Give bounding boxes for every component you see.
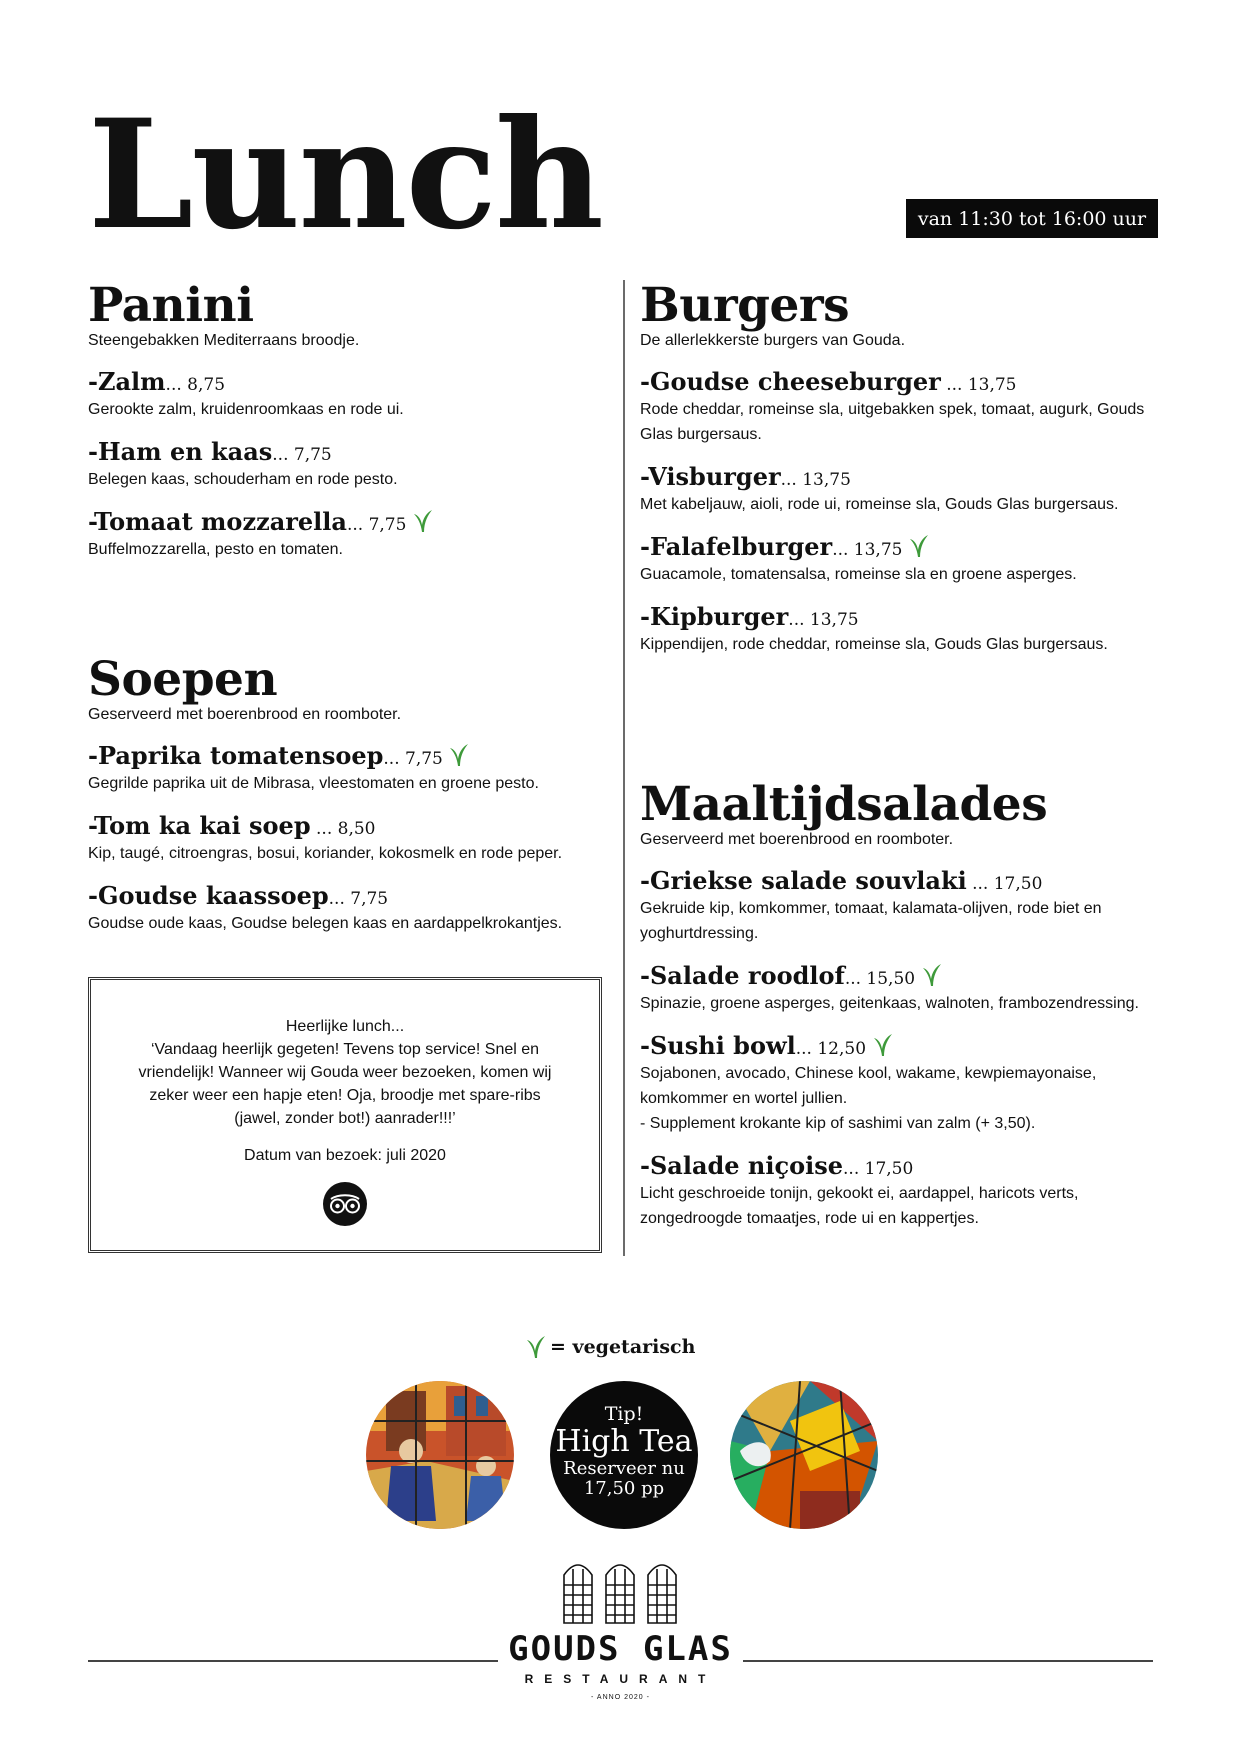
item-description: Met kabeljauw, aioli, rode ui, romeinse sla, Gouds Glas burgersaus. <box>640 496 1119 513</box>
item-description: Kippendijen, rode cheddar, romeinse sla, Gouds Glas burgersaus. <box>640 636 1108 653</box>
page-title: Lunch <box>88 87 602 263</box>
menu-item <box>640 462 1160 517</box>
section-soepen <box>88 652 608 951</box>
menu-item <box>640 367 1160 447</box>
menu-item <box>640 1151 1160 1231</box>
item-description: Kip, taugé, citroengras, bosui, koriander, kokosmelk en rode peper. <box>88 845 563 862</box>
tripadvisor-icon[interactable] <box>322 1181 368 1227</box>
vegetarian-leaf-icon <box>873 1033 893 1057</box>
item-description: Gerookte zalm, kruidenroomkaas en rode ui. <box>88 401 404 418</box>
item-price: ... 8,75 <box>165 375 226 395</box>
menu-item <box>640 961 1160 1016</box>
menu-item <box>640 532 1160 587</box>
restaurant-logo-anno: - ANNO 2020 - <box>591 1694 650 1701</box>
vegetarian-leaf-icon <box>449 743 469 767</box>
item-price: ... 7,75 <box>346 515 407 535</box>
section-subtitle: Geserveerd met boerenbrood en roomboter. <box>640 831 954 848</box>
item-price: ... 7,75 <box>383 749 443 769</box>
item-name: -Visburger <box>640 462 781 491</box>
leaf-icon <box>526 1335 546 1359</box>
section-title: Soepen <box>88 652 278 707</box>
section-panini <box>88 278 608 577</box>
item-description: Rode cheddar, romeinse sla, uitgebakken spek, tomaat, augurk, Gouds Glas burgersaus. <box>640 401 1145 443</box>
tip-label: Tip! <box>604 1403 644 1425</box>
item-name: -Kipburger <box>640 602 789 631</box>
legend-label: = vegetarisch <box>550 1336 696 1358</box>
item-description: Guacamole, tomatensalsa, romeinse sla en groene asperges. <box>640 566 1077 583</box>
menu-item <box>88 507 608 562</box>
item-price: ... 7,75 <box>272 445 332 465</box>
item-supplement: - Supplement krokante kip of sashimi van zalm (+ 3,50). <box>640 1115 1036 1132</box>
item-description: Gekruide kip, komkommer, tomaat, kalamata-olijven, rode biet en yoghurtdressing. <box>640 900 1102 942</box>
high-tea-tip-badge[interactable] <box>550 1381 698 1529</box>
item-name: -Tomaat mozzarella <box>88 507 347 536</box>
opening-hours-badge: van 11:30 tot 16:00 uur <box>906 199 1158 238</box>
item-name: -Ham en kaas <box>88 437 273 466</box>
item-name: -Paprika tomatensoep <box>88 741 384 770</box>
menu-item <box>88 741 608 796</box>
item-name: -Goudse cheeseburger <box>640 367 941 396</box>
menu-item <box>88 881 608 936</box>
gouds-glas-windows-icon <box>560 1555 680 1625</box>
item-description: Goudse oude kaas, Goudse belegen kaas en aardappelkrokantjes. <box>88 915 563 932</box>
item-name: -Salade roodlof <box>640 961 845 990</box>
section-subtitle: Steengebakken Mediterraans broodje. <box>88 332 360 349</box>
section-subtitle: De allerlekkerste burgers van Gouda. <box>640 332 906 349</box>
footer-line-left <box>88 1660 498 1662</box>
item-price: ... 7,75 <box>328 889 389 909</box>
footer-line-right <box>743 1660 1153 1662</box>
menu-item <box>88 811 608 866</box>
section-maaltijdsalades <box>640 777 1160 1246</box>
review-visit-date: Datum van bezoek: juli 2020 <box>244 1147 446 1164</box>
vegetarian-legend <box>524 1335 695 1359</box>
item-description: Spinazie, groene asperges, geitenkaas, walnoten, frambozendressing. <box>640 995 1139 1012</box>
menu-item <box>640 866 1160 946</box>
item-description: Sojabonen, avocado, Chinese kool, wakame, kewpiemayonaise, komkommer en wortel jullien. <box>640 1065 1097 1107</box>
item-description: Licht geschroeide tonijn, gekookt ei, aardappel, haricots verts, zongedroogde tomaatjes, rode ui en kappertjes. <box>640 1185 1079 1227</box>
item-price: ... 8,50 <box>310 819 376 839</box>
item-name: -Griekse salade souvlaki <box>640 866 967 895</box>
item-description: Buffelmozzarella, pesto en tomaten. <box>88 541 343 558</box>
section-subtitle: Geserveerd met boerenbrood en roomboter. <box>88 706 402 723</box>
item-name: -Goudse kaassoep <box>88 881 329 910</box>
vegetarian-leaf-icon <box>909 534 929 558</box>
item-price: ... 13,75 <box>788 610 859 630</box>
item-name: -Falafelburger <box>640 532 833 561</box>
item-price: ... 17,50 <box>843 1159 914 1179</box>
item-name: -Tom ka kai soep <box>88 811 311 840</box>
review-text: ‘Vandaag heerlijk gegeten! Tevens top service! Snel en vriendelijk! Wanneer wij Gouda weer bezoeken, komen wij zeker weer een hapje eten! Oja, broodje met spare-ribs (jawel, zonder bot!) aanrader!!!’ <box>138 1041 552 1127</box>
column-divider <box>623 280 625 1256</box>
vegetarian-leaf-icon <box>413 509 433 533</box>
stained-glass-illustration <box>366 1381 514 1529</box>
item-price: ... 13,75 <box>940 375 1017 395</box>
restaurant-logo-name: GOUDS GLAS <box>508 1629 733 1669</box>
item-price: ... 13,75 <box>832 540 903 560</box>
section-title: Panini <box>88 278 254 333</box>
item-name: -Zalm <box>88 367 166 396</box>
item-name: -Sushi bowl <box>640 1031 796 1060</box>
restaurant-logo-sub: RESTAURANT <box>524 1672 717 1686</box>
item-description: Belegen kaas, schouderham en rode pesto. <box>88 471 398 488</box>
tip-title: High Tea <box>555 1424 693 1459</box>
stained-glass-image-right <box>730 1381 878 1529</box>
item-price: ... 15,50 <box>844 969 916 989</box>
item-name: -Salade niçoise <box>640 1151 844 1180</box>
item-description: Gegrilde paprika uit de Mibrasa, vleestomaten en groene pesto. <box>88 775 539 792</box>
item-price: ... 13,75 <box>780 470 851 490</box>
menu-item <box>640 1031 1160 1136</box>
vegetarian-leaf-icon <box>922 963 942 987</box>
section-title: Burgers <box>640 278 850 333</box>
review-heading: Heerlijke lunch... <box>285 1018 405 1035</box>
menu-item <box>88 437 608 492</box>
review-box <box>88 977 602 1253</box>
tip-price: 17,50 pp <box>583 1478 665 1499</box>
section-burgers <box>640 278 1160 672</box>
section-title: Maaltijdsalades <box>640 777 1048 832</box>
tip-cta: Reserveer nu <box>563 1458 685 1479</box>
menu-item <box>88 367 608 422</box>
menu-item <box>640 602 1160 657</box>
item-price: ... 12,50 <box>795 1039 867 1059</box>
item-price: ... 17,50 <box>966 874 1043 894</box>
stained-glass-image-left <box>366 1381 514 1529</box>
stained-glass-illustration <box>730 1381 878 1529</box>
